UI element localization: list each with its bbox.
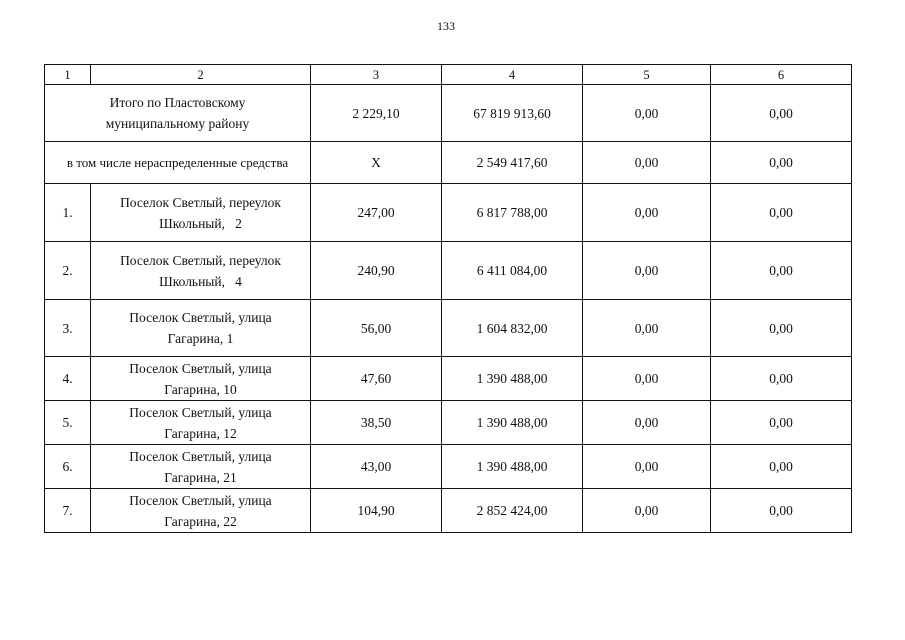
undistributed-col6: 0,00	[711, 142, 852, 184]
row-number: 6.	[45, 445, 91, 489]
row-address-line1: Поселок Светлый, улица	[129, 404, 272, 420]
row-col6: 0,00	[711, 357, 852, 401]
row-col4: 1 390 488,00	[442, 445, 583, 489]
row-address-line2: Гагарина, 12	[164, 425, 237, 441]
table-row	[45, 489, 852, 533]
undistributed-col5: 0,00	[583, 142, 711, 184]
total-label-line2: муниципальному району	[105, 116, 250, 131]
table-row	[45, 445, 852, 489]
table-row	[45, 357, 852, 401]
undistributed-col3: Х	[311, 142, 442, 184]
table-row	[45, 242, 852, 300]
row-col5: 0,00	[583, 445, 711, 489]
row-col6: 0,00	[711, 242, 852, 300]
total-col6: 0,00	[711, 85, 852, 142]
undistributed-label: в том числе нераспределенные средства	[45, 142, 311, 184]
row-col3: 247,00	[311, 184, 442, 242]
row-col4: 6 817 788,00	[442, 184, 583, 242]
row-col3: 47,60	[311, 357, 442, 401]
row-number: 2.	[45, 242, 91, 300]
row-address-line2: Гагарина, 1	[167, 331, 234, 346]
row-col5: 0,00	[583, 300, 711, 357]
row-col6: 0,00	[711, 300, 852, 357]
row-address-line1: Поселок Светлый, улица	[129, 448, 272, 464]
table-header-row	[45, 65, 852, 85]
column-number-4: 4	[442, 65, 583, 85]
row-col3: 104,90	[311, 489, 442, 533]
row-col4: 1 390 488,00	[442, 401, 583, 445]
row-col6: 0,00	[711, 489, 852, 533]
total-col3: 2 229,10	[311, 85, 442, 142]
row-col6: 0,00	[711, 445, 852, 489]
housing-table	[44, 64, 852, 533]
table-row	[45, 401, 852, 445]
undistributed-row	[45, 142, 852, 184]
row-address	[91, 242, 311, 300]
table-row	[45, 184, 852, 242]
total-label-line1: Итого по Пластовскому	[109, 95, 246, 110]
column-number-5: 5	[583, 65, 711, 85]
column-number-6: 6	[711, 65, 852, 85]
row-number: 1.	[45, 184, 91, 242]
row-col3: 38,50	[311, 401, 442, 445]
row-address	[91, 445, 311, 489]
row-number: 4.	[45, 357, 91, 401]
total-row	[45, 85, 852, 142]
row-col4: 2 852 424,00	[442, 489, 583, 533]
row-col6: 0,00	[711, 401, 852, 445]
row-address-line1: Поселок Светлый, переулок	[120, 252, 281, 268]
row-address-line2: Гагарина, 10	[164, 381, 237, 397]
row-address-line2: Гагарина, 22	[164, 513, 237, 529]
row-col5: 0,00	[583, 489, 711, 533]
row-col3: 240,90	[311, 242, 442, 300]
row-col4: 1 390 488,00	[442, 357, 583, 401]
row-number: 3.	[45, 300, 91, 357]
total-col5: 0,00	[583, 85, 711, 142]
row-address-line1: Поселок Светлый, улица	[129, 360, 272, 376]
row-address	[91, 401, 311, 445]
row-col6: 0,00	[711, 184, 852, 242]
row-number: 7.	[45, 489, 91, 533]
column-number-1: 1	[45, 65, 91, 85]
row-address-line1: Поселок Светлый, улица	[129, 492, 272, 508]
row-address-line2: Школьный, 4	[159, 273, 242, 289]
row-address	[91, 184, 311, 242]
column-number-2: 2	[91, 65, 311, 85]
undistributed-col4: 2 549 417,60	[442, 142, 583, 184]
row-col4: 6 411 084,00	[442, 242, 583, 300]
row-address-line2: Гагарина, 21	[164, 469, 237, 485]
row-address-line2: Школьный, 2	[159, 215, 242, 231]
row-address-line1: Поселок Светлый, улица	[129, 310, 272, 325]
table-row	[45, 300, 852, 357]
row-col5: 0,00	[583, 401, 711, 445]
row-col5: 0,00	[583, 184, 711, 242]
row-address	[91, 357, 311, 401]
row-address-line1: Поселок Светлый, переулок	[120, 194, 281, 210]
row-col3: 56,00	[311, 300, 442, 357]
column-number-3: 3	[311, 65, 442, 85]
row-address	[91, 300, 311, 357]
row-col4: 1 604 832,00	[442, 300, 583, 357]
total-label	[45, 85, 311, 142]
page-number: 133	[437, 19, 455, 33]
row-number: 5.	[45, 401, 91, 445]
row-col5: 0,00	[583, 242, 711, 300]
row-address	[91, 489, 311, 533]
row-col3: 43,00	[311, 445, 442, 489]
row-col5: 0,00	[583, 357, 711, 401]
total-col4: 67 819 913,60	[442, 85, 583, 142]
